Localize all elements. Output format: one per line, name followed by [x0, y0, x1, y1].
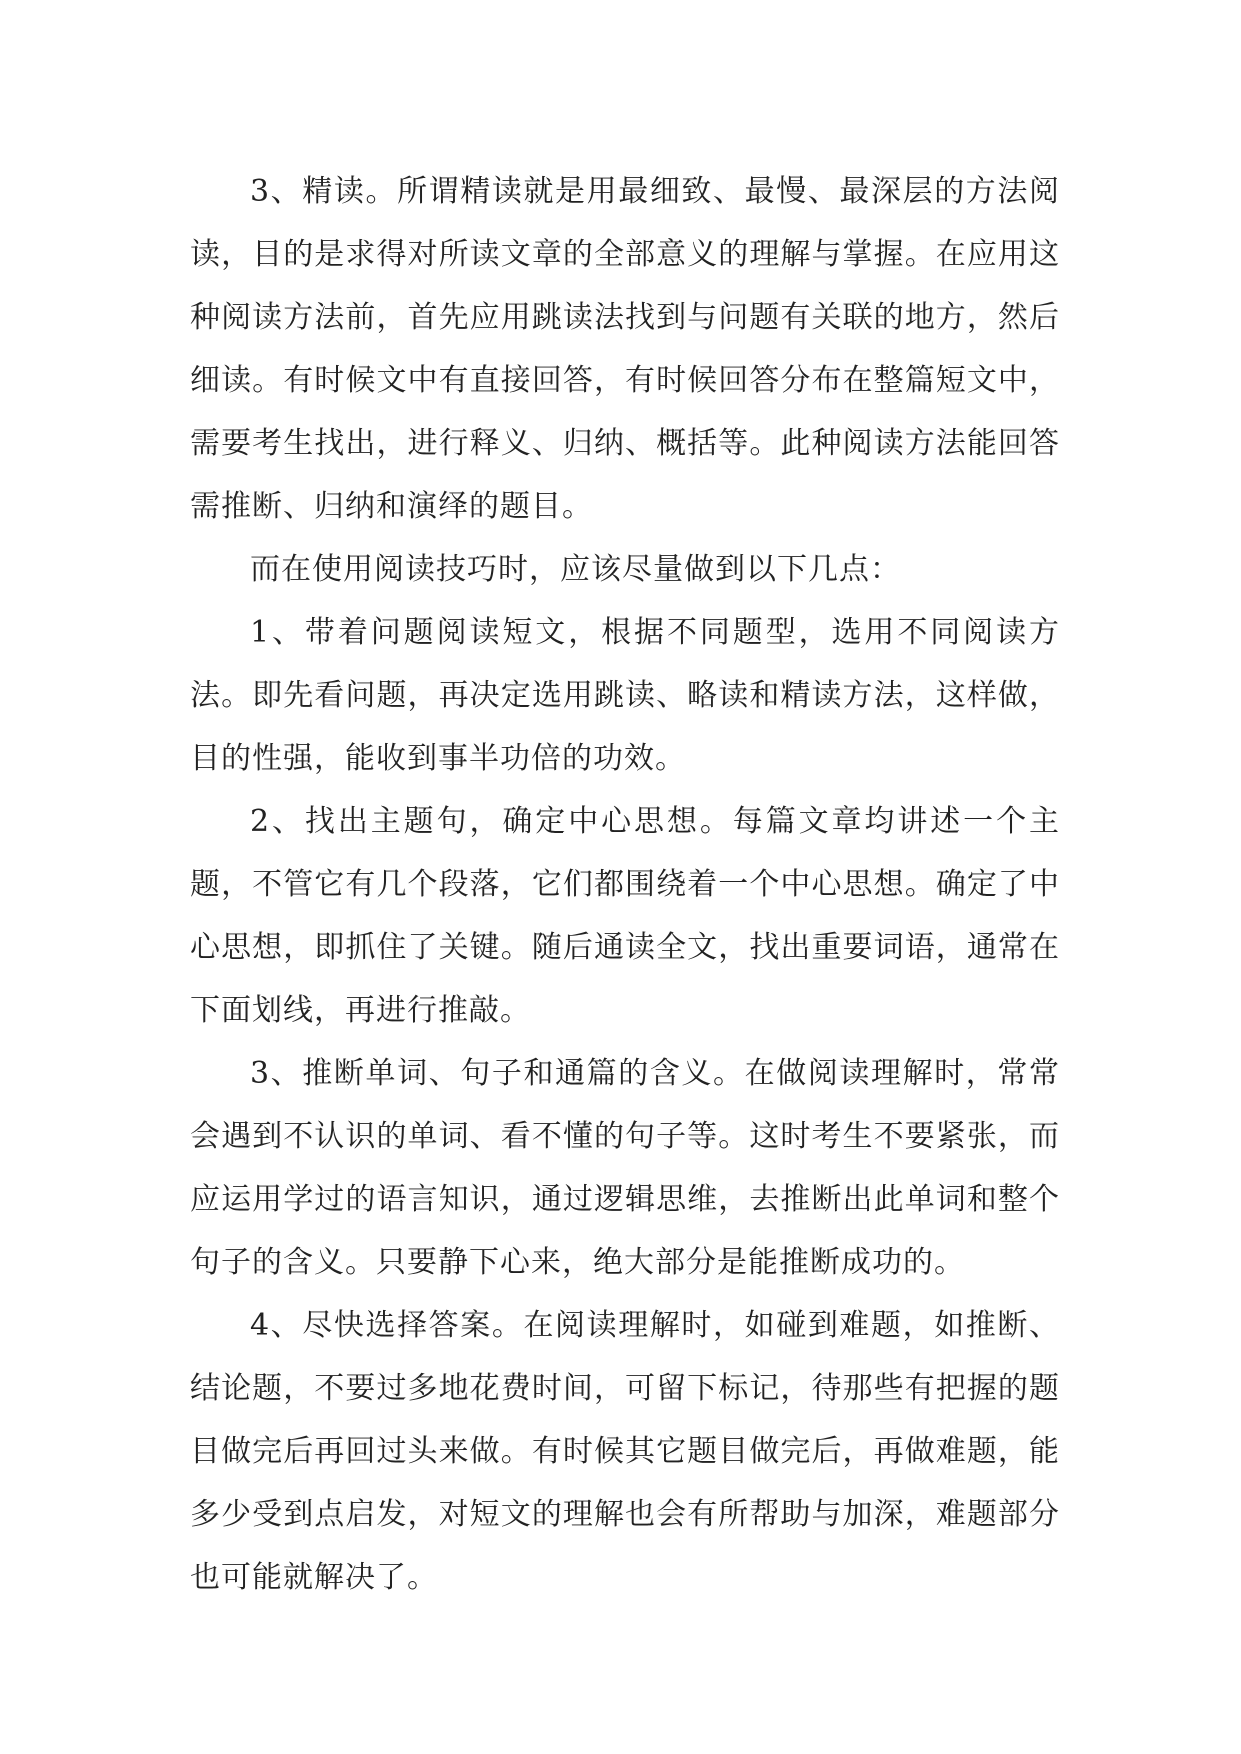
paragraph-intensive-reading: 3、精读。所谓精读就是用最细致、最慢、最深层的方法阅读，目的是求得对所读文章的全部意义的理解与掌握。在应用这种阅读方法前，首先应用跳读法找到与问题有关联的地方，然后细读。有时候文中有直接回答，有时候回答分布在整篇短文中，需要考生找出，进行释义、归纳、概括等。此种阅读方法能回答需推断、归纳和演绎的题目。: [190, 174, 1060, 524]
paragraph-tip-2: 2、找出主题句，确定中心思想。每篇文章均讲述一个主题，不管它有几个段落，它们都围绕着一个中心思想。确定了中心思想，即抓住了关键。随后通读全文，找出重要词语，通常在下面划线，再进行推敲。: [190, 804, 1060, 1028]
paragraph-tip-4: 4、尽快选择答案。在阅读理解时，如碰到难题，如推断、结论题，不要过多地花费时间，可留下标记，待那些有把握的题目做完后再回过头来做。有时候其它题目做完后，再做难题，能多少受到点启发，对短文的理解也会有所帮助与加深，难题部分也可能就解决了。: [190, 1308, 1060, 1595]
paragraph-tip-1: 1、带着问题阅读短文，根据不同题型，选用不同阅读方法。即先看问题，再决定选用跳读、略读和精读方法，这样做，目的性强，能收到事半功倍的功效。: [190, 615, 1060, 776]
paragraph-tip-3: 3、推断单词、句子和通篇的含义。在做阅读理解时，常常会遇到不认识的单词、看不懂的句子等。这时考生不要紧张，而应运用学过的语言知识，通过逻辑思维，去推断出此单词和整个句子的含义。只要静下心来，绝大部分是能推断成功的。: [190, 1056, 1060, 1280]
paragraph-tips-intro: 而在使用阅读技巧时，应该尽量做到以下几点：: [250, 552, 901, 587]
document-page: [190, 160, 1060, 1609]
